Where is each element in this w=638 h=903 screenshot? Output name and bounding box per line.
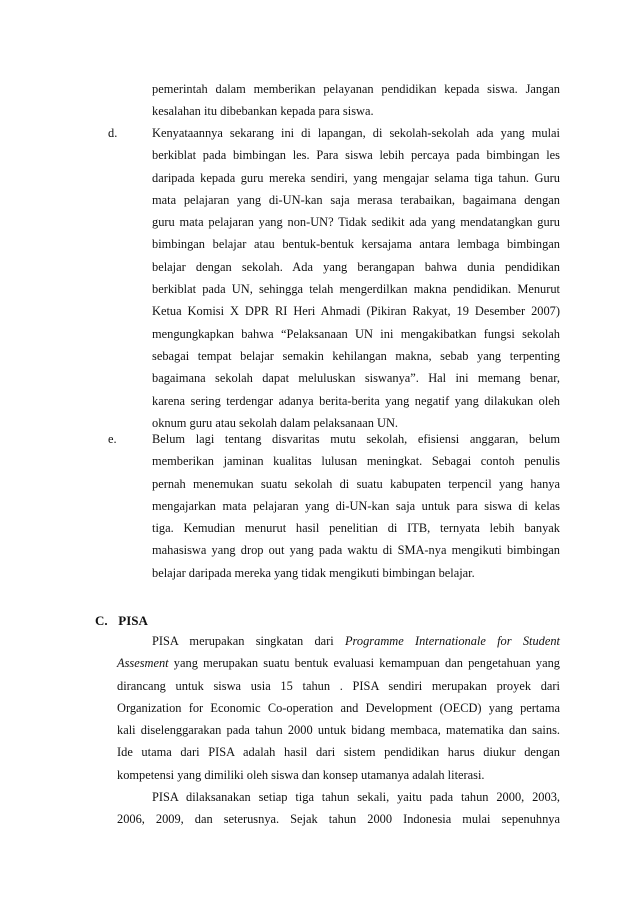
text-line: dirancang untuk siswa usia 15 tahun . PISA sendiri merupakan proyek dari (117, 678, 560, 693)
text-line (117, 630, 560, 652)
text-line: kesalahan itu dibebankan kepada para siswa. (152, 104, 374, 119)
text-line: Kenyataannya sekarang ini di lapangan, di sekolah-sekolah ada yang mulai (152, 126, 560, 140)
text-line: guru mata pelajaran yang non-UN? Tidak sedikit ada yang mendatangkan guru (152, 215, 560, 230)
text-line: Organization for Economic Co-operation and Development (OECD) yang pertama (117, 700, 560, 715)
text-line: oknum guru atau sekolah dalam pelaksanaan UN. (152, 415, 399, 430)
text-line: Ide utama dari PISA adalah hasil dari sistem pendidikan harus diukur dengan (117, 745, 560, 760)
text-line: daripada kepada guru mereka sendiri, yang mengajar selama tiga tahun. Guru (152, 170, 560, 185)
section-paragraph-2 (117, 786, 560, 831)
text-line: Ketua Komisi X DPR RI Heri Ahmadi (Pikiran Rakyat, 19 Desember 2007) (152, 304, 560, 319)
text-line: mengajarkan mata pelajaran yang di-UN-kan saja untuk para siswa di kelas (152, 498, 560, 513)
list-item-letter: e. (108, 432, 117, 446)
italic-term: Assesment (117, 656, 169, 671)
section-number: C. (95, 613, 108, 628)
text-line: berkiblat pada bimbingan les. Para siswa lebih percaya pada bimbingan les (152, 148, 560, 163)
list-item-text (152, 428, 560, 584)
text-span: PISA merupakan singkatan dari (152, 634, 345, 648)
text-line: pernah menemukan suatu sekolah di suatu kabupaten terpencil yang hanya (152, 476, 560, 491)
section-title: PISA (118, 613, 148, 628)
text-line: memberikan jaminan kualitas lulusan meningkat. Sebagai contoh penulis (152, 454, 560, 469)
text-line: PISA dilaksanakan setiap tiga tahun sekali, yaitu pada tahun 2000, 2003, (152, 790, 560, 804)
text-span: yang merupakan suatu bentuk evaluasi kemampuan dan pengetahuan yang (168, 656, 560, 671)
continuation-paragraph (152, 78, 560, 123)
text-line: kali diselenggarakan pada tahun 2000 untuk bidang membaca, matematika dan sains. (117, 723, 560, 738)
text-line: tiga. Kemudian menurut hasil penelitian di ITB, ternyata lebih banyak (152, 521, 560, 536)
text-line: belajar dengan sekolah. Ada yang berangapan bahwa dunia pendidikan (152, 259, 560, 274)
text-line: kompetensi yang dimiliki oleh siswa dan konsep utamanya adalah literasi. (117, 767, 485, 782)
text-line: mengungkapkan bahwa “Pelaksanaan UN ini mengakibatkan fungsi sekolah (152, 326, 560, 341)
text-line: karena sering terdengar adanya berita-berita yang negatif yang dilakukan oleh (152, 393, 560, 408)
text-line (117, 652, 560, 674)
list-item-letter: d. (108, 126, 118, 140)
italic-term: Programme Internationale for Student (344, 634, 560, 648)
text-line: bagaimana sekolah dapat meluluskan siswanya”. Hal ini memang benar, (152, 371, 560, 386)
text-line: mahasiswa yang drop out yang pada waktu di SMA-nya mengikuti bimbingan (152, 543, 560, 558)
text-line: sebagai tempat belajar semakin kehilangan makna, sebab yang terpenting (152, 348, 560, 363)
text-line: belajar daripada mereka yang tidak mengikuti bimbingan belajar. (152, 565, 475, 580)
list-item-text (152, 122, 560, 434)
text-line: pemerintah dalam memberikan pelayanan pendidikan kepada siswa. Jangan (152, 82, 560, 96)
text-line: Belum lagi tentang disvaritas mutu sekolah, efisiensi anggaran, belum (152, 432, 560, 446)
text-line: 2006, 2009, dan seterusnya. Sejak tahun 2000 Indonesia mulai sepenuhnya (117, 812, 560, 827)
text-line: bimbingan belajar atau bentuk-bentuk kersajama antara lembaga bimbingan (152, 237, 560, 252)
section-heading (95, 613, 148, 629)
section-paragraph-1 (117, 630, 560, 786)
text-line: berkiblat pada UN, sehingga telah mengerdilkan makna pendidikan. Menurut (152, 282, 560, 297)
text-line: mata pelajaran yang di-UN-kan saja merasa terabaikan, bagaimana dengan (152, 192, 560, 207)
